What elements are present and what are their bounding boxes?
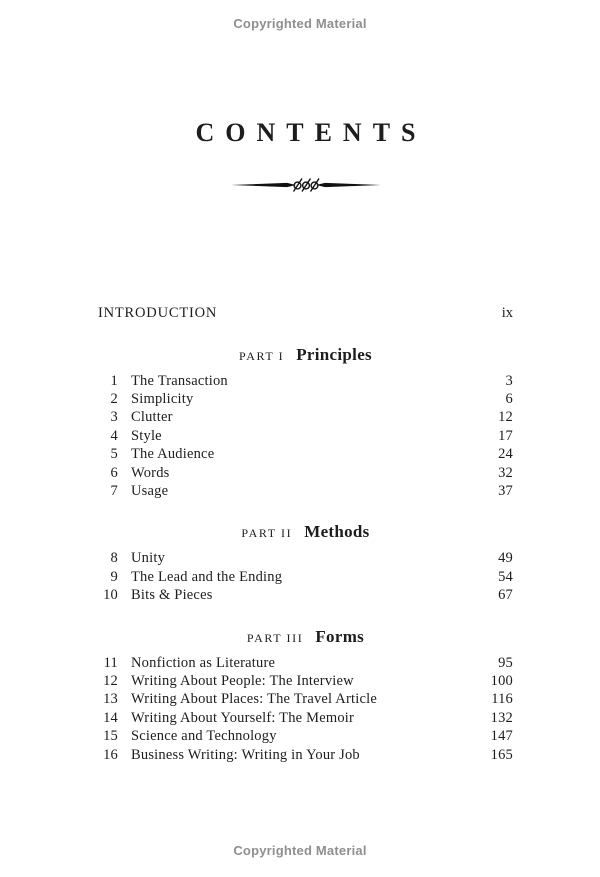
chapter-page-number: 147 <box>490 728 513 745</box>
chapter-row <box>98 372 513 390</box>
chapter-number: 11 <box>103 654 118 671</box>
chapter-row <box>98 654 513 672</box>
chapter-number: 2 <box>110 391 118 407</box>
squiggle-rule-ornament-icon <box>221 176 391 194</box>
chapter-page-number: 165 <box>490 746 513 763</box>
chapter-title: Clutter <box>131 409 173 426</box>
chapter-page-number: 12 <box>498 409 513 426</box>
chapter-row <box>98 586 513 604</box>
chapter-title: The Audience <box>131 446 215 463</box>
chapter-page-number: 6 <box>505 391 513 407</box>
chapter-title: The Transaction <box>131 372 228 389</box>
chapter-number: 6 <box>110 464 118 481</box>
part-heading <box>98 522 513 543</box>
chapter-row <box>98 727 513 745</box>
chapter-number: 3 <box>110 409 118 426</box>
chapter-row <box>98 672 513 690</box>
chapter-page-number: 67 <box>498 587 513 604</box>
chapter-page-number: 17 <box>498 427 513 444</box>
toc-part <box>98 522 513 604</box>
part-label: PART I <box>239 348 285 363</box>
chapter-number: 4 <box>110 427 118 444</box>
chapter-row <box>98 408 513 426</box>
chapter-title: The Lead and the Ending <box>131 568 283 585</box>
copyright-notice-bottom: Copyrighted Material <box>233 843 367 858</box>
page-title <box>98 0 513 148</box>
chapter-page-number: 95 <box>498 654 513 671</box>
part-heading <box>98 627 513 648</box>
toc-parts <box>98 345 513 765</box>
chapter-page-number: 132 <box>490 709 513 726</box>
chapter-title: Business Writing: Writing in Your Job <box>131 746 360 763</box>
part-label: PART II <box>241 526 293 541</box>
chapter-row <box>98 445 513 463</box>
chapter-page-number: 116 <box>491 691 513 708</box>
part-name: Forms <box>315 626 365 646</box>
chapter-title: Words <box>131 464 170 481</box>
part-name: Principles <box>296 344 372 364</box>
chapter-row <box>98 568 513 586</box>
chapter-number: 8 <box>110 550 118 567</box>
chapter-row <box>98 390 513 408</box>
chapter-number: 16 <box>103 746 118 763</box>
chapter-title: Bits & Pieces <box>131 587 213 604</box>
chapter-title: Unity <box>131 550 166 567</box>
chapter-number: 14 <box>103 709 118 726</box>
chapter-title: Simplicity <box>131 391 194 407</box>
chapter-row <box>98 464 513 482</box>
chapter-page-number: 100 <box>490 673 513 690</box>
chapter-number: 7 <box>110 483 118 500</box>
chapter-number: 5 <box>110 446 118 463</box>
chapter-row <box>98 549 513 567</box>
chapter-number: 15 <box>103 728 118 745</box>
chapter-title: Science and Technology <box>131 728 277 745</box>
chapter-row <box>98 482 513 500</box>
chapter-row <box>98 427 513 445</box>
chapter-row <box>98 690 513 708</box>
page-title-text: CONTENTS <box>195 118 427 147</box>
chapter-title: Usage <box>131 483 169 500</box>
chapter-page-number: 49 <box>498 550 513 567</box>
chapter-row <box>98 709 513 727</box>
chapter-title: Writing About People: The Interview <box>131 673 354 690</box>
chapter-page-number: 54 <box>498 568 513 585</box>
introduction-page-number: ix <box>501 304 513 321</box>
chapter-title: Writing About Places: The Travel Article <box>131 691 377 708</box>
chapter-title: Writing About Yourself: The Memoir <box>131 709 355 726</box>
toc-part <box>98 627 513 764</box>
chapter-number: 1 <box>110 372 118 389</box>
part-label: PART III <box>246 630 304 645</box>
chapter-page-number: 32 <box>498 464 513 481</box>
toc-part <box>98 345 513 501</box>
chapter-number: 10 <box>103 587 118 604</box>
toc-introduction-row <box>98 304 513 323</box>
chapter-title: Nonfiction as Literature <box>131 654 276 671</box>
chapter-row <box>98 746 513 764</box>
chapter-page-number: 3 <box>505 372 513 389</box>
ornament-container <box>98 176 513 194</box>
copyright-notice-top: Copyrighted Material <box>233 16 367 31</box>
chapter-page-number: 24 <box>498 446 513 463</box>
chapter-number: 12 <box>103 673 118 690</box>
chapter-number: 9 <box>110 568 118 585</box>
chapter-title: Style <box>131 427 162 444</box>
page-content <box>98 0 513 764</box>
chapter-number: 13 <box>103 691 118 708</box>
part-name: Methods <box>304 522 370 542</box>
introduction-label: INTRODUCTION <box>98 304 218 321</box>
part-heading <box>98 345 513 366</box>
chapter-page-number: 37 <box>498 483 513 500</box>
